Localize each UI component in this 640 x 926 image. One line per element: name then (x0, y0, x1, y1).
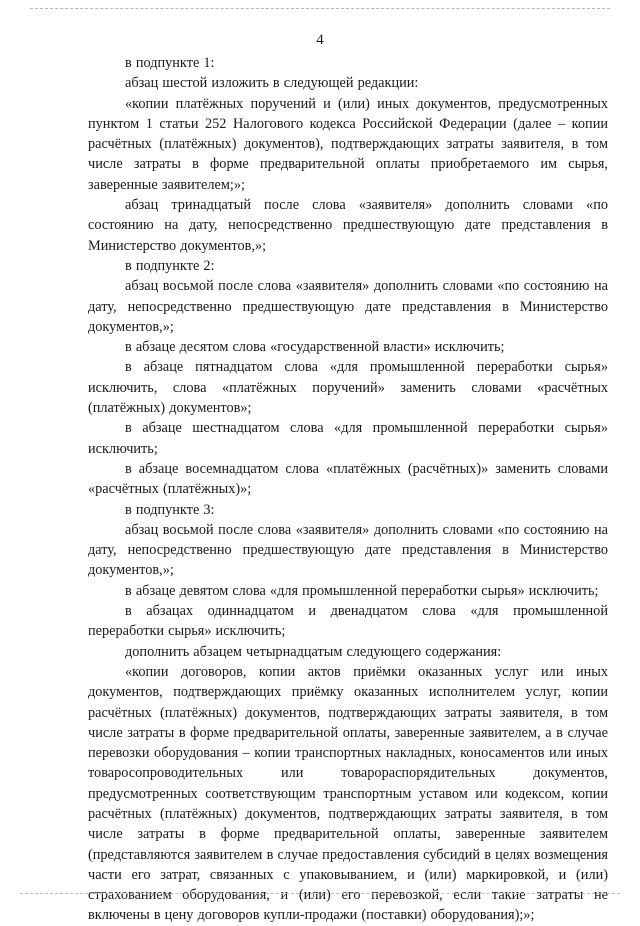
paragraph-payment-copies: «копии платёжных поручений и (или) иных документов, предусмотренных пунктом 1 статьи 252 Налогового кодекса Российской Федерации (далее – копии расчётных (платёжных) документов), подтверждающих затраты заявителя, в том числе затраты в форме предварительной оплаты приобретаемого им сырья, заверенные заявителем;»; (88, 95, 608, 193)
paragraph-sixteenth-removal: в абзаце шестнадцатом слова «для промышленной переработки сырья» исключить; (88, 420, 608, 457)
paragraph-subitem-3: в подпункте 3: (125, 501, 215, 518)
scan-edge-top (30, 8, 610, 9)
paragraph-contract-copies: «копии договоров, копии актов приёмки оказанных услуг или иных документов, подтверждающих приёмку оказанных исполнителем услуг, копии расчётных (платёжных) документов, подтверждающих затраты заявителя, в том числе затраты в форме предварительной оплаты, заверенные заявителем, а в случае перевозки оборудования – копии транспортных накладных, коносаментов или иных товаросопроводительных или товарораспорядительных документов, предусмотренных соответствующим транспортным уставом или кодексом, копии расчётных (платёжных) документов, подтверждающих затраты заявителя, в том числе затраты в форме предварительной оплаты, заверенные заявителем (представляются заявителем в случае предоставления субсидий в целях возмещения части его затрат, связанных с упаковыванием, и (или) маркировкой, и (или) страхованием оборудования, и (или) его перевозкой, если такие затраты не включены в цену договоров купли-продажи (поставки) оборудования);»; (88, 663, 608, 924)
paragraph-fourteenth-addition: дополнить абзацем четырнадцатым следующего содержания: (125, 643, 502, 660)
paragraph-ninth-removal: в абзаце девятом слова «для промышленной переработки сырья» исключить; (125, 582, 599, 599)
paragraph-eighth-addition-2: абзац восьмой после слова «заявителя» дополнить словами «по состоянию на дату, непосредственно предшествующую дате представления в Министерство документов,»; (88, 521, 608, 579)
paragraph-sixth-edit: абзац шестой изложить в следующей редакции: (125, 75, 419, 92)
paragraph-fifteenth-change: в абзаце пятнадцатом слова «для промышленной переработки сырья» исключить, слова «платёжных поручений» заменить словами «расчётных (платёжных) документов»; (88, 359, 608, 417)
paragraph-eighteenth-change: в абзаце восемнадцатом слова «платёжных (расчётных)» заменить словами «расчётных (платёжных)»; (88, 460, 608, 498)
paragraph-thirteenth-addition: абзац тринадцатый после слова «заявителя» дополнить словами «по состоянию на дату, непосредственно предшествующую дате представления в Министерство документов,»; (88, 197, 608, 254)
document-body (88, 53, 608, 926)
paragraph-subitem-1: в подпункте 1: (125, 55, 215, 71)
paragraph-eleventh-twelfth-removal: в абзацах одиннадцатом и двенадцатом слова «для промышленной переработки сырья» исключить; (88, 603, 608, 640)
paragraph-tenth-removal: в абзаце десятом слова «государственной власти» исключить; (125, 339, 505, 356)
page-number: 4 (316, 32, 324, 48)
paragraph-eighth-addition: абзац восьмой после слова «заявителя» дополнить словами «по состоянию на дату, непосредственно предшествующую дате представления в Министерство документов,»; (88, 278, 608, 335)
paragraph-subitem-2: в подпункте 2: (125, 257, 215, 274)
scan-edge-bottom (20, 893, 620, 894)
